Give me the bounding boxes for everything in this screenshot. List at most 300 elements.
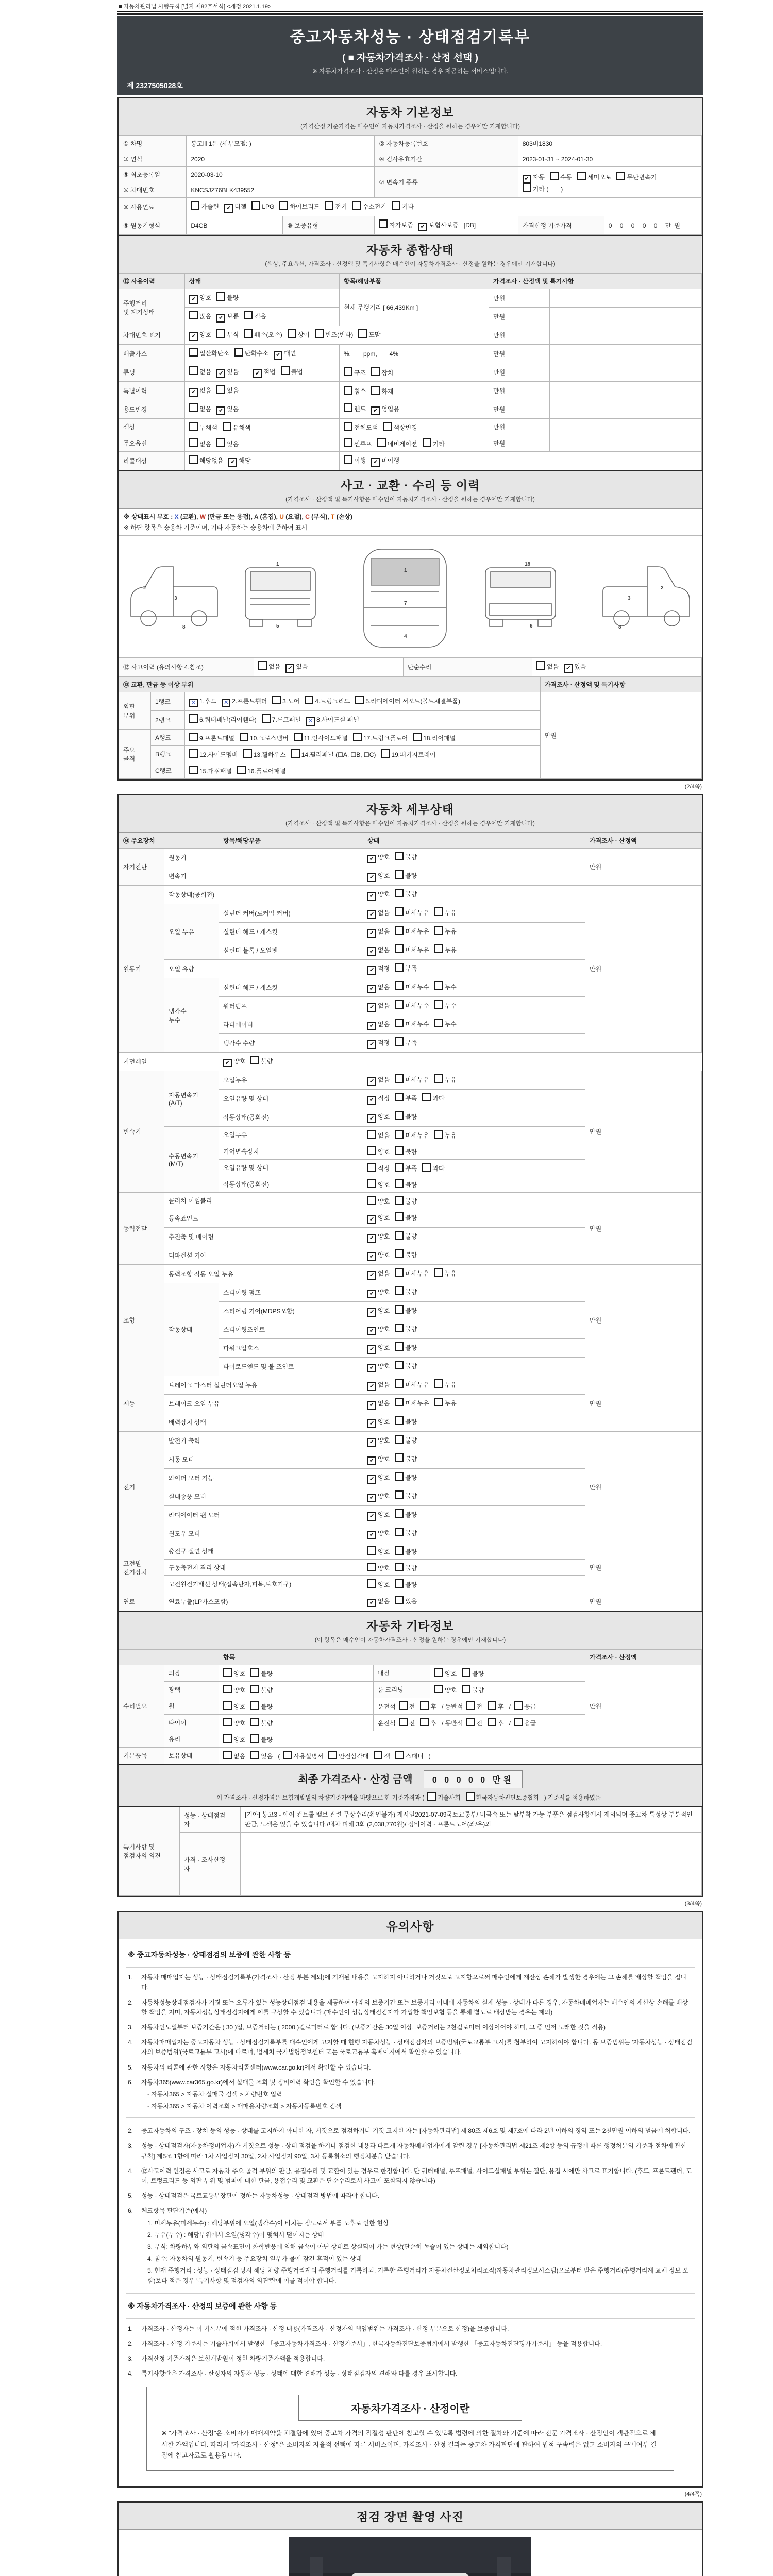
checkbox[interactable] <box>422 1093 431 1101</box>
notice-subitem: 1. 미세누유(미세누수) : 해당부위에 오일(냉각수)이 비치는 정도로서 부품 노후로 인한 현상 <box>147 2219 389 2227</box>
checkbox-label: 양호 <box>378 1198 390 1205</box>
checkbox[interactable]: ✔ <box>367 855 376 863</box>
checkbox[interactable] <box>434 1074 443 1083</box>
checkbox[interactable] <box>377 438 386 447</box>
checkbox[interactable] <box>262 714 271 723</box>
checkbox[interactable] <box>550 172 559 180</box>
checkbox[interactable] <box>325 201 333 210</box>
checkbox[interactable] <box>367 1179 376 1188</box>
checkbox[interactable] <box>395 1111 404 1120</box>
checkbox[interactable]: ✔ <box>367 1327 376 1335</box>
checkbox[interactable] <box>399 1718 408 1726</box>
checkbox[interactable]: ✔ <box>189 332 198 341</box>
option <box>189 386 211 397</box>
legend-symbol: (손상) <box>334 513 352 520</box>
checkbox[interactable] <box>250 1751 259 1759</box>
header-cell: ⑬ 교환, 판금 등 이상 부위 <box>119 677 541 692</box>
checkbox[interactable] <box>577 172 586 180</box>
checkbox[interactable] <box>367 1563 376 1571</box>
checkbox[interactable] <box>395 963 404 972</box>
checkbox[interactable] <box>434 1268 443 1277</box>
checkbox[interactable] <box>434 1685 443 1693</box>
cell: B랭크 <box>151 746 185 762</box>
checkbox[interactable] <box>422 1163 431 1172</box>
cell: 디파렌셜 기어 <box>164 1246 363 1265</box>
checkbox[interactable] <box>434 1019 443 1027</box>
checkbox[interactable] <box>514 1701 523 1710</box>
checkbox[interactable]: ✔ <box>367 1512 376 1521</box>
checkbox[interactable] <box>488 1701 496 1710</box>
checkbox[interactable]: ✔ <box>367 966 376 975</box>
cell: 원동기 <box>164 849 363 867</box>
checkbox[interactable] <box>223 1718 232 1726</box>
checkbox[interactable] <box>223 1701 232 1710</box>
checkbox[interactable] <box>344 386 352 395</box>
checkbox[interactable] <box>189 422 198 431</box>
option <box>367 1529 390 1539</box>
cell <box>340 363 489 382</box>
checkbox[interactable] <box>294 733 303 741</box>
checkbox-label: 양호 <box>445 1687 457 1694</box>
checkbox[interactable] <box>395 1286 404 1295</box>
checkbox[interactable] <box>395 1196 404 1205</box>
section-title: 자동차 세부상태 <box>366 803 454 816</box>
checkbox[interactable] <box>189 438 198 447</box>
checkbox[interactable] <box>189 455 198 464</box>
checkbox[interactable]: ✔ <box>367 873 376 882</box>
checkbox-label: 불량 <box>261 1058 273 1065</box>
header-cell: 항목/해당부품 <box>219 833 363 849</box>
option <box>367 1250 390 1261</box>
checkbox-label: 유채색 <box>232 424 251 431</box>
checkbox[interactable] <box>216 438 225 447</box>
checkbox[interactable] <box>434 981 443 990</box>
checkbox[interactable] <box>237 766 246 774</box>
checkbox[interactable] <box>367 1163 376 1172</box>
checkbox[interactable]: ✔ <box>367 1022 376 1030</box>
checkbox[interactable] <box>189 348 198 357</box>
checkbox[interactable] <box>466 1718 475 1726</box>
option <box>367 1417 390 1428</box>
checkbox[interactable] <box>240 733 248 741</box>
checkbox[interactable]: ✔ <box>523 175 531 183</box>
checkbox[interactable] <box>223 1734 232 1743</box>
option <box>367 1597 390 1607</box>
checkbox[interactable] <box>395 889 404 897</box>
checkbox[interactable]: ✔ <box>367 1290 376 1298</box>
checkbox-label: 이행 <box>354 457 366 464</box>
checkbox[interactable]: ✔ <box>367 1438 376 1447</box>
cell <box>363 1302 585 1320</box>
cell <box>185 382 340 400</box>
checkbox[interactable] <box>216 292 225 301</box>
warranty-notice-heading: ※ 중고자동차성능 · 상태점검의 보증에 관한 사항 등 <box>126 1942 695 1968</box>
option <box>189 697 216 707</box>
checkbox[interactable] <box>315 329 324 338</box>
checkbox[interactable] <box>328 1751 337 1759</box>
price-notice-list <box>126 2324 695 2379</box>
notice-text: 자동차성능상태점검자가 거짓 또는 오류가 있는 성능상태점검 내용을 제공하여 아래의 보증기간 또는 보증거리 이내에 자동차의 실제 성능 · 상태가 다른 경우, 자동차매매업자는 매수인의 재산상 손해를 배상할 책임을 지며, 자동차성능상태점검자에게 이를 구상할 수 있습니다.(매수인이 성능상태점검자가 가입한 책임보험 등을 통해 별도로 배상받는 경우는 제외) <box>141 1998 688 2016</box>
checkbox-label: 없음 <box>378 984 390 991</box>
checkbox[interactable]: ✔ <box>367 1382 376 1391</box>
checkbox-label: 양호 <box>378 1233 390 1240</box>
checkbox[interactable] <box>395 1037 404 1046</box>
checkbox[interactable] <box>395 1130 404 1139</box>
checkbox[interactable] <box>395 1596 404 1604</box>
checkbox[interactable] <box>395 1453 404 1462</box>
checkbox[interactable] <box>395 1751 404 1759</box>
checkbox[interactable]: ✔ <box>216 369 225 378</box>
checkbox[interactable] <box>434 1379 443 1388</box>
legend-symbol: (교환), <box>178 513 200 520</box>
checkbox[interactable] <box>288 329 296 338</box>
checkbox[interactable] <box>367 1130 376 1139</box>
checkbox[interactable] <box>395 1435 404 1444</box>
checkbox[interactable] <box>344 455 352 464</box>
option-text: 운전석 <box>378 1720 396 1727</box>
checkbox[interactable] <box>216 385 225 394</box>
option <box>367 1020 390 1030</box>
checkbox[interactable] <box>395 1546 404 1555</box>
checkbox[interactable] <box>250 1056 259 1064</box>
cell: 파워고압호스 <box>219 1339 363 1358</box>
checkbox[interactable] <box>395 1305 404 1314</box>
checkbox[interactable] <box>223 1751 232 1759</box>
checkbox-label: 보험사보증 <box>428 222 459 229</box>
checkbox[interactable] <box>395 1398 404 1406</box>
checkbox[interactable] <box>616 172 625 180</box>
checkbox[interactable] <box>420 1701 429 1710</box>
notice-text: 자동차매매업자는 중고자동차 성능 · 상태점검기록부를 매수인에게 고지할 때 현행 자동차성능 · 상태점검자의 보증범위(국토교통부 고시)를 첨부하여 고지하여야 합니다. 동 보증범위는 '자동차성능 · 상태점검자의 보증범위'(국토교통부 고시)에 따르며, 법제처 국가법령정보센터 또는 국토교통부 홈페이지에서 확인할 수 있습니다. <box>141 2039 693 2056</box>
checkbox-label: 부족 <box>405 965 417 972</box>
checkbox[interactable] <box>344 403 352 412</box>
option <box>434 981 457 991</box>
checkbox[interactable] <box>367 1146 376 1155</box>
checkbox[interactable] <box>381 749 390 758</box>
checkbox[interactable] <box>367 1546 376 1555</box>
checkbox-label: 양호 <box>378 1326 390 1333</box>
cell: 광택 <box>164 1682 219 1698</box>
header-cell: 가격조사 · 산정액 <box>585 833 702 849</box>
checkbox[interactable]: ✔ <box>418 223 427 231</box>
checkbox[interactable] <box>462 1668 470 1677</box>
option <box>250 1734 273 1744</box>
checkbox[interactable] <box>189 366 198 375</box>
checkbox[interactable]: ✔ <box>367 1531 376 1539</box>
checkbox[interactable] <box>434 1000 443 1009</box>
checkbox[interactable] <box>395 1379 404 1388</box>
checkbox[interactable]: ✔ <box>367 1456 376 1465</box>
checkbox[interactable] <box>466 1792 475 1801</box>
checkbox[interactable] <box>234 348 243 357</box>
checkbox[interactable]: ✕ <box>222 699 230 707</box>
checkbox[interactable] <box>371 386 380 395</box>
checkbox[interactable] <box>395 1019 404 1027</box>
option <box>395 1342 417 1352</box>
option <box>367 1563 390 1572</box>
checkbox[interactable]: ✔ <box>367 1364 376 1372</box>
checkbox[interactable]: ✔ <box>371 406 380 415</box>
checkbox[interactable] <box>291 749 300 758</box>
checkbox[interactable] <box>189 749 198 758</box>
checkbox-label: 적음 <box>254 313 266 320</box>
option <box>216 438 239 448</box>
checkbox[interactable] <box>250 1734 259 1743</box>
checkbox-label: 없음 <box>378 1381 390 1388</box>
option <box>367 1146 390 1156</box>
checkbox[interactable] <box>395 870 404 879</box>
checkbox[interactable] <box>434 1668 443 1677</box>
checkbox[interactable]: ✔ <box>223 1059 232 1067</box>
cell: 자동변속기 (A/T) <box>164 1071 219 1127</box>
checkbox-label: 불량 <box>472 1687 484 1694</box>
checkbox[interactable]: ✔ <box>367 910 376 919</box>
checkbox[interactable] <box>189 311 198 319</box>
checkbox[interactable] <box>244 311 253 319</box>
checkbox[interactable] <box>392 201 400 210</box>
checkbox[interactable]: ✔ <box>367 892 376 901</box>
checkbox[interactable] <box>250 1668 259 1677</box>
checkbox[interactable]: ✔ <box>367 1234 376 1243</box>
checkbox[interactable]: ✔ <box>367 1040 376 1049</box>
checkbox[interactable] <box>371 367 380 376</box>
checkbox[interactable]: ✔ <box>367 1114 376 1123</box>
checkbox[interactable] <box>367 1196 376 1205</box>
checkbox[interactable]: ✔ <box>216 314 225 323</box>
checkbox-label: 19.패키지트레이 <box>391 751 436 758</box>
checkbox[interactable] <box>395 1509 404 1518</box>
checkbox[interactable]: ✔ <box>367 1494 376 1502</box>
checkbox[interactable]: ✔ <box>216 406 225 415</box>
checkbox[interactable] <box>353 733 362 741</box>
checkbox[interactable] <box>395 852 404 860</box>
checkbox[interactable] <box>223 1668 232 1677</box>
checkbox[interactable] <box>395 1324 404 1332</box>
checkbox[interactable]: ✔ <box>367 1215 376 1224</box>
cell <box>363 1358 585 1376</box>
checkbox[interactable] <box>523 183 531 192</box>
notice-subitem: - 자동차365 > 자동차 이력조회 > 매매용차량조회 > 자동차등록번호 검색 <box>147 2103 342 2110</box>
option <box>466 1792 539 1802</box>
checkbox[interactable] <box>395 1146 404 1155</box>
option <box>367 964 390 975</box>
checkbox[interactable] <box>427 1792 436 1801</box>
checkbox[interactable] <box>189 733 198 741</box>
page-marker-4: (4/4쪽) <box>684 2491 702 2498</box>
option <box>434 944 457 954</box>
checkbox-label: 불량 <box>227 294 239 301</box>
checkbox-label: 불량 <box>472 1670 484 1677</box>
table-row <box>119 1748 702 1764</box>
checkbox[interactable] <box>223 422 231 431</box>
checkbox-label: 미세누유 <box>405 909 429 917</box>
checkbox[interactable] <box>395 1231 404 1240</box>
checkbox[interactable] <box>514 1718 523 1726</box>
checkbox[interactable]: ✔ <box>367 1308 376 1317</box>
checkbox[interactable] <box>358 329 367 338</box>
diagram-zone-number: 6 <box>530 623 533 629</box>
checkbox[interactable] <box>399 1701 408 1710</box>
cell: 오일누유 <box>219 1127 363 1143</box>
checkbox-label: 없음 <box>547 663 559 670</box>
checkbox[interactable] <box>189 714 198 723</box>
checkbox[interactable]: ✔ <box>367 1271 376 1280</box>
checkbox-label: 불량 <box>405 1511 417 1518</box>
checkbox[interactable] <box>250 1685 259 1693</box>
checkbox[interactable] <box>344 422 352 431</box>
checkbox-label: 영업용 <box>381 405 399 413</box>
checkbox[interactable] <box>189 403 198 412</box>
checkbox[interactable] <box>536 661 545 670</box>
notice-item <box>128 2354 693 2364</box>
option <box>223 1668 245 1678</box>
checkbox[interactable] <box>283 1751 292 1759</box>
checkbox[interactable]: ✔ <box>564 664 573 673</box>
checkbox[interactable]: ✔ <box>189 388 198 397</box>
checkbox-label: 불량 <box>405 1363 417 1370</box>
checkbox[interactable] <box>395 1179 404 1188</box>
checkbox[interactable] <box>395 1416 404 1425</box>
checkbox[interactable]: ✕ <box>189 699 198 707</box>
checkbox[interactable] <box>223 1685 232 1693</box>
checkbox[interactable] <box>395 981 404 990</box>
cell <box>375 216 518 235</box>
checkbox[interactable]: ✕ <box>306 717 315 726</box>
checkbox[interactable] <box>272 696 281 704</box>
checkbox[interactable]: ✔ <box>228 458 237 467</box>
checkbox[interactable] <box>395 926 404 935</box>
cell: 만원 <box>585 1432 640 1543</box>
option <box>228 456 250 467</box>
checkbox[interactable] <box>305 696 313 704</box>
option <box>367 1130 390 1140</box>
checkbox[interactable]: ✔ <box>274 351 282 360</box>
cell: 주요 골격 <box>119 730 151 779</box>
checkbox[interactable] <box>488 1718 496 1726</box>
checkbox[interactable] <box>434 1130 443 1139</box>
checkbox[interactable] <box>395 1074 404 1083</box>
checkbox[interactable] <box>395 1472 404 1481</box>
checkbox[interactable] <box>434 1398 443 1406</box>
checkbox[interactable] <box>395 1000 404 1009</box>
checkbox[interactable] <box>420 1718 429 1726</box>
checkbox[interactable] <box>279 201 288 210</box>
checkbox[interactable]: ✔ <box>367 1077 376 1086</box>
checkbox[interactable] <box>434 926 443 935</box>
legend-symbol: (부식), <box>309 513 331 520</box>
checkbox[interactable] <box>395 1163 404 1172</box>
checkbox[interactable] <box>434 944 443 953</box>
checkbox[interactable] <box>413 733 422 741</box>
checkbox[interactable] <box>191 201 199 210</box>
checkbox-label: 없음 <box>378 1076 390 1083</box>
checkbox-label: 보통 <box>227 313 239 320</box>
checkbox[interactable] <box>395 907 404 916</box>
checkbox-label: 양호 <box>445 1670 457 1677</box>
checkbox-label: 불량 <box>405 1251 417 1259</box>
notice-text: 자동차365(www.car365.go.kr)에서 실매물 조회 및 정비이력 확인을 확인할 수 있습니다. - 자동차365 > 자동차 실매물 검색 > 차량번호 입력 - 자동차365 > 자동차 이력조회 > 매매용차량조회 > 자동차등록번호 검색 <box>141 2078 693 2112</box>
checkbox[interactable] <box>466 1701 475 1710</box>
cell <box>489 452 702 470</box>
checkbox-label: 침수 <box>354 388 366 395</box>
checkbox[interactable] <box>258 661 267 670</box>
legend-symbol: C <box>305 513 310 520</box>
header-cell: 상태 <box>363 833 585 849</box>
checkbox[interactable] <box>243 749 252 758</box>
checkbox[interactable] <box>462 1685 470 1693</box>
cell <box>640 1071 702 1193</box>
checkbox[interactable]: ✔ <box>367 1475 376 1484</box>
checkbox[interactable]: ✔ <box>371 458 380 467</box>
checkbox[interactable] <box>379 219 388 228</box>
checkbox[interactable] <box>434 907 443 916</box>
checkbox[interactable]: ✔ <box>189 295 198 304</box>
notice-number: 5. <box>128 2063 133 2071</box>
checkbox[interactable] <box>281 366 290 375</box>
checkbox-label: 12.사이드멤버 <box>199 751 238 758</box>
notice-number: 4. <box>128 2167 133 2175</box>
checkbox[interactable]: ✔ <box>367 1096 376 1105</box>
checkbox[interactable]: ✔ <box>367 985 376 993</box>
checkbox[interactable] <box>395 1579 404 1588</box>
checkbox[interactable] <box>383 422 392 431</box>
checkbox[interactable]: ✔ <box>285 664 294 673</box>
checkbox[interactable]: ✔ <box>367 1252 376 1261</box>
checkbox[interactable] <box>355 696 364 704</box>
checkbox[interactable]: ✔ <box>367 947 376 956</box>
checkbox[interactable] <box>344 438 352 447</box>
checkbox[interactable] <box>374 1751 382 1759</box>
checkbox[interactable] <box>244 329 253 338</box>
checkbox[interactable] <box>344 367 352 376</box>
checkbox[interactable] <box>395 1528 404 1536</box>
checkbox-label: 있음 <box>227 368 239 376</box>
checkbox[interactable] <box>250 1701 259 1710</box>
checkbox[interactable] <box>251 201 260 210</box>
section-title: 사고 · 교환 · 수리 등 이력 <box>340 479 480 492</box>
checkbox[interactable] <box>395 1249 404 1258</box>
checkbox-label: 불량 <box>405 1474 417 1481</box>
checkbox[interactable]: ✔ <box>367 929 376 938</box>
checkbox[interactable]: ✔ <box>367 1401 376 1410</box>
checkbox[interactable] <box>367 1579 376 1588</box>
checkbox[interactable] <box>216 329 225 338</box>
checkbox[interactable] <box>395 1490 404 1499</box>
checkbox[interactable] <box>250 1718 259 1726</box>
checkbox[interactable]: ✔ <box>367 1345 376 1354</box>
checkbox[interactable]: ✔ <box>367 1003 376 1012</box>
overall-state-table <box>119 273 702 470</box>
checkbox[interactable] <box>395 1342 404 1351</box>
checkbox[interactable] <box>352 201 361 210</box>
checkbox[interactable] <box>189 766 198 774</box>
checkbox[interactable] <box>395 1268 404 1277</box>
checkbox[interactable]: ✔ <box>224 204 233 213</box>
checkbox[interactable]: ✔ <box>367 1599 376 1607</box>
checkbox-label: 미세누유 <box>405 928 429 935</box>
checkbox[interactable] <box>423 438 431 447</box>
checkbox[interactable]: ✔ <box>367 1419 376 1428</box>
checkbox[interactable] <box>395 1093 404 1101</box>
checkbox[interactable] <box>395 1563 404 1571</box>
cell <box>363 997 585 1015</box>
checkbox[interactable] <box>395 944 404 953</box>
checkbox[interactable] <box>395 1212 404 1221</box>
notice-number: 4. <box>128 2039 133 2046</box>
checkbox[interactable] <box>395 1361 404 1369</box>
checkbox[interactable]: ✔ <box>253 369 262 378</box>
option <box>395 963 417 973</box>
